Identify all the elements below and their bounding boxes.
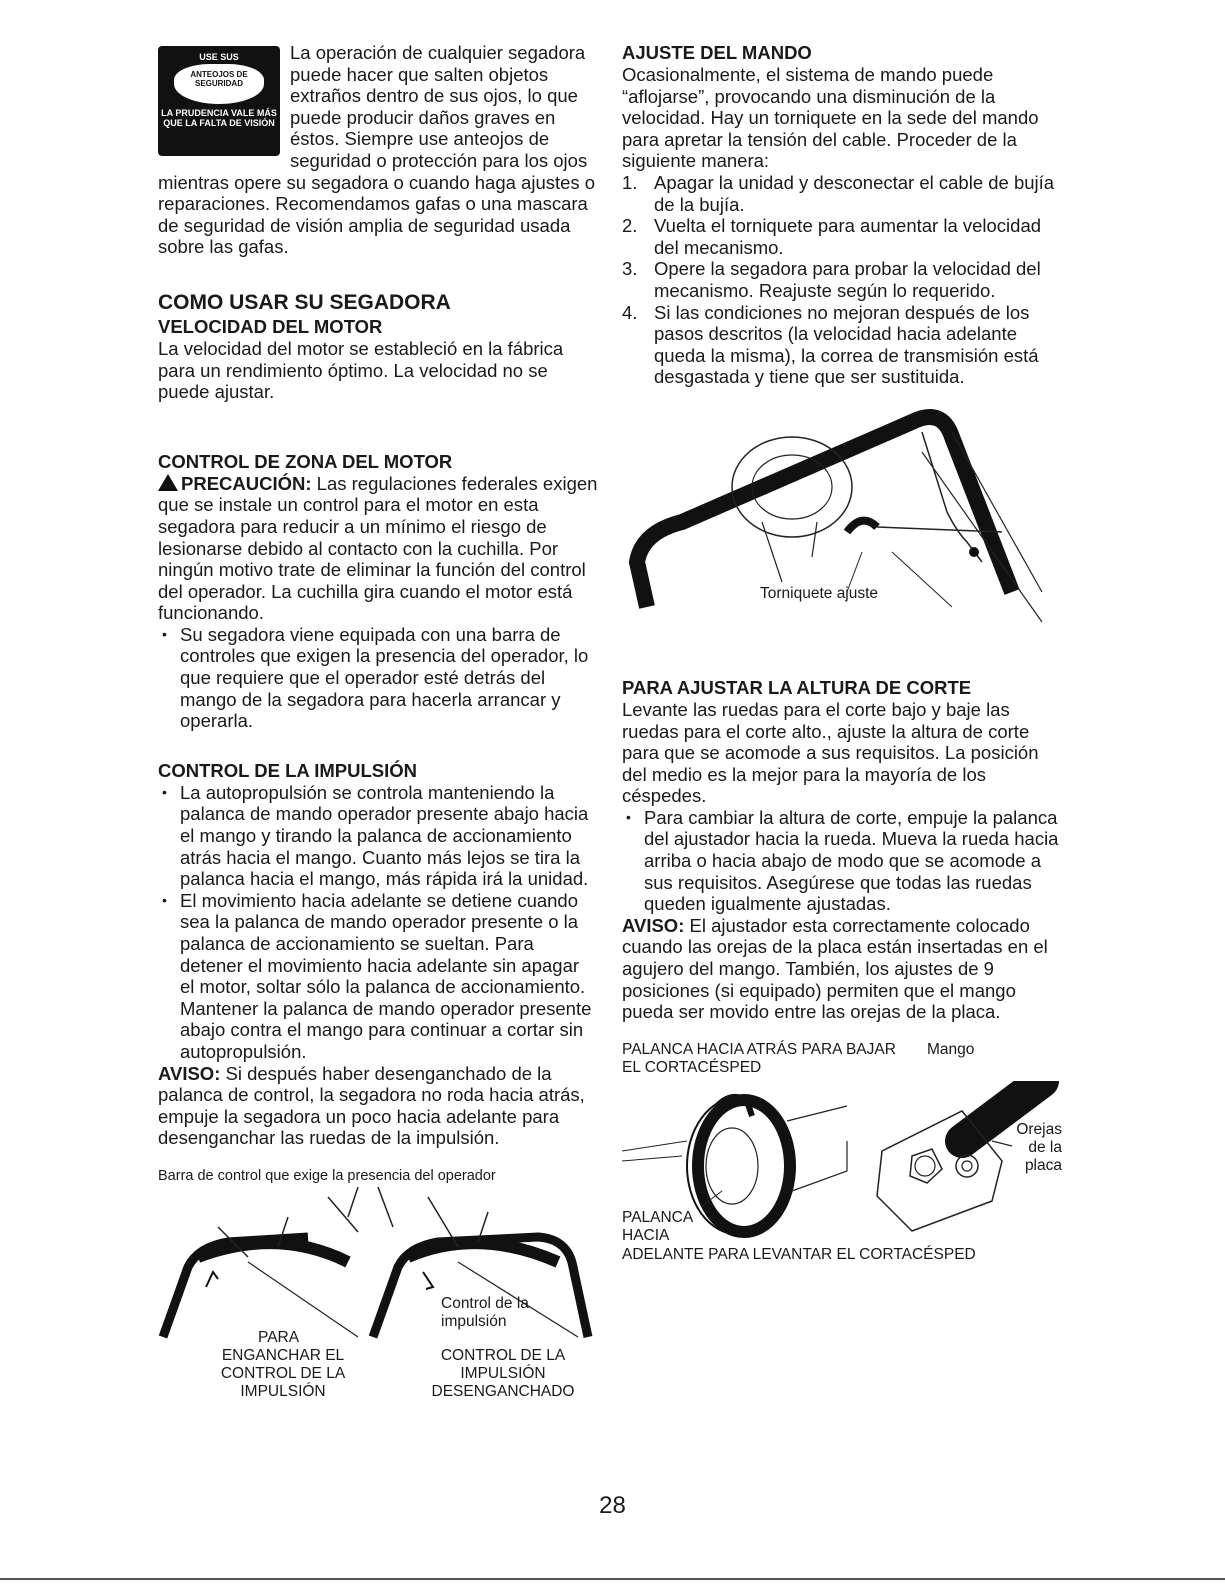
badge-line1: USE SUS — [199, 52, 239, 62]
safety-glasses-badge — [158, 46, 280, 156]
handle-adjust-steps — [622, 172, 1067, 388]
notice-text: El ajustador esta correctamente colocado cuando las orejas de la placa están insertadas en el agujero del mango. También, los ajustes de 9 posiciones (si equipado) permiten que el mango pueda ser movido entre las orejas de la placa. — [622, 914, 1048, 1023]
step-item: 2. Vuelta el torniquete para aumentar la velocidad del mecanismo. — [622, 215, 1042, 258]
cut-height-bullets — [622, 807, 1067, 915]
caution-text: Las regulaciones federales exigen que se instale un control para el motor en esta segadora para reducir a un mínimo el riesgo de lesionarse debido al contacto con la cuchilla. Por ningún motivo trate de eliminar la función del control del operador. La cuchilla gira cuando el motor está funcionando. — [158, 472, 598, 624]
handle-adjust-text: Ocasionalmente, el sistema de mando puede “aflojarse”, provocando una disminución de la velocidad. Hay un torniquete en la sede del mando para apretar la tensión del cable. Proceder de la siguiente manera: — [622, 64, 1039, 172]
label-para: PARA — [258, 1328, 300, 1346]
drive-control-bullets — [158, 782, 598, 1063]
drive-control-heading: CONTROL DE LA IMPULSIÓN — [158, 759, 417, 781]
drive-control-notice — [158, 1063, 598, 1149]
warning-icon — [158, 474, 178, 491]
right-column — [622, 42, 1067, 1281]
label-ears: Orejas de la placa — [1016, 1120, 1062, 1174]
label-disengaged: CONTROL DE LA IMPULSIÓN DESENGANCHADO — [431, 1346, 575, 1400]
label-forward: ADELANTE PARA LEVANTAR EL CORTACÉSPED — [622, 1245, 976, 1263]
label-tensioner: Torniquete ajuste — [760, 584, 879, 602]
cut-height-notice — [622, 915, 1067, 1023]
figure-caption: Barra de control que exige la presencia del operador — [158, 1167, 496, 1184]
label-lever: PALANCA HACIA — [622, 1208, 693, 1244]
step-item: 1. Apagar la unidad y desconectar el cable de bujía de la bujía. — [622, 171, 1055, 215]
section-title: COMO USAR SU SEGADORA — [158, 290, 451, 314]
handle-tensioner-figure — [622, 392, 1067, 642]
step-item: 3. Opere la segadora para probar la velocidad del mecanismo. Reajuste según lo requerido. — [622, 258, 1041, 301]
badge-line3: LA PRUDENCIA VALE MÁS QUE LA FALTA DE VISIÓN — [161, 108, 277, 128]
handle-adjust-heading: AJUSTE DEL MANDO — [622, 42, 812, 63]
notice-text: Si después haber desenganchado de la palanca de control, la segadora no roda hacia atrás, empuje la segadora un poco hacia adelante para desenganchar las ruedas de la impulsión. — [158, 1062, 585, 1149]
list-item: • Su segadora viene equipada con una barra de controles que exigen la presencia del operador, lo que requiere que el operador esté detrás del mango de la segadora para hacerla arrancar y operarla. — [158, 624, 598, 732]
step-item: 4. Si las condiciones no mejoran después de los pasos descritos (la velocidad hacia adelante queda la misma), la correa de transmisión está desgastada y tiene que ser sustituida. — [622, 301, 1039, 388]
goggles-icon — [174, 64, 264, 104]
list-item: • La autopropulsión se controla manteniendo la palanca de mando operador presente abajo hacia el mango y tirando la palanca de accionamiento atrás hacia el mango. Cuanto más lejos se tira la palanca hacia el mango, más rápida irá la unidad. — [158, 782, 598, 890]
notice-label: AVISO: — [158, 1062, 221, 1084]
motor-speed-text: La velocidad del motor se estableció en la fábrica para un rendimiento óptimo. La velocidad no se puede ajustar. — [158, 337, 564, 403]
intro-block — [158, 42, 598, 258]
motor-speed-heading: VELOCIDAD DEL MOTOR — [158, 315, 383, 337]
caution-label: PRECAUCIÓN: — [181, 472, 312, 494]
label-drive-control: Control de la impulsión — [441, 1294, 529, 1330]
operator-bar-figure — [158, 1167, 598, 1407]
intro-text: La operación de cualquier segadora puede hacer que salten objetos extraños dentro de sus ojos, lo que puede producir daños graves en éstos. Siempre use anteojos de seguridad o protección para los ojos mientras opere su segadora o cuando haga ajustes o reparaciones. Recomendamos gafas o una mascara de seguridad de visión amplia de seguridad usada sobre las gafas. — [158, 42, 596, 258]
cut-height-text: Levante las ruedas para el corte bajo y baje las ruedas para el corte alto., ajuste la altura de corte para que se acomode a sus requisitos. La posición del medio es la mejor para la mayoría de los céspedes. — [622, 698, 1039, 807]
zone-control-heading: CONTROL DE ZONA DEL MOTOR — [158, 450, 453, 472]
label-engage: ENGANCHAR EL CONTROL DE LA IMPULSIÓN — [220, 1346, 346, 1400]
cut-height-heading: PARA AJUSTAR LA ALTURA DE CORTE — [622, 676, 972, 698]
cut-height-figure — [622, 1041, 1067, 1281]
list-item: • El movimiento hacia adelante se detiene cuando sea la palanca de mando operador presente o la palanca de accionamiento se sueltan. Para detener el movimiento hacia adelante sin apagar el motor, soltar sólo la palanca de accionamiento. Mantener la palanca de mando operador presente abajo contra el mango para continuar a cortar sin autopropulsión. — [158, 890, 598, 1063]
page-number: 28 — [599, 1492, 626, 1519]
zone-control-bullets — [158, 624, 598, 732]
badge-line2: ANTEOJOS DE SEGURIDAD — [190, 70, 248, 88]
left-column — [158, 42, 598, 1407]
bottom-rule — [0, 1578, 1225, 1580]
label-lever-back: PALANCA HACIA ATRÁS PARA BAJAR EL CORTACÉSPED — [622, 1040, 896, 1076]
list-item: • Para cambiar la altura de corte, empuje la palanca del ajustador hacia la rueda. Mueva la rueda hacia arriba o hacia abajo de modo que se acomode a sus requisitos. Asegúrese que todas las ruedas queden igualmente ajustadas. — [622, 807, 1067, 915]
zone-control-caution — [158, 473, 598, 624]
notice-label: AVISO: — [622, 914, 685, 936]
label-handle: Mango — [927, 1040, 975, 1058]
